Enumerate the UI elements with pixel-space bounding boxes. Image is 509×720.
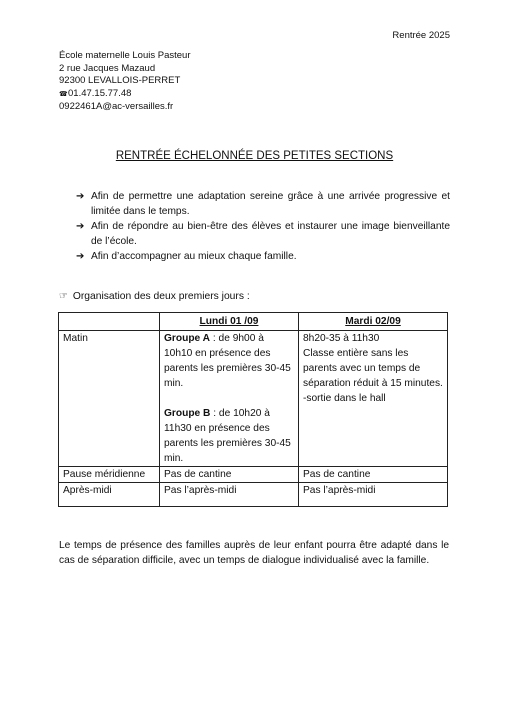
- row-label-pause: Pause méridienne: [59, 467, 160, 483]
- pointing-hand-icon: ☞: [59, 291, 68, 302]
- organisation-heading: [59, 291, 250, 302]
- phone-icon: ☎: [59, 90, 68, 98]
- header-cell-lundi: Lundi 01 /09: [160, 313, 299, 331]
- organisation-label: Organisation des deux premiers jours :: [72, 291, 250, 302]
- schedule-table: [58, 312, 448, 507]
- cell-matin-mardi: 8h20-35 à 11h30 Classe entière sans les parents avec un temps de séparation réduit à 15 minutes. -sortie dans le hall: [299, 331, 448, 467]
- list-item: [76, 189, 450, 219]
- table-header-row: [59, 313, 448, 331]
- family-presence-note: Le temps de présence des familles auprès de leur enfant pourra être adapté dans le cas de séparation difficile, avec un temps de dialogue individualisé avec la famille.: [59, 540, 449, 566]
- group-a-text: Groupe A : de 9h00 à 10h10 en présence des parents les premières 30-45 min.: [164, 333, 291, 389]
- arrow-right-icon: ➔: [76, 191, 85, 202]
- list-item-text: Afin d’accompagner au mieux chaque famille.: [91, 251, 297, 262]
- cell-apres-midi-mardi: Pas l’après-midi: [299, 483, 448, 507]
- list-item: [76, 249, 450, 264]
- cell-pause-lundi: Pas de cantine: [160, 467, 299, 483]
- list-item-text: Afin de permettre une adaptation sereine grâce à une arrivée progressive et limitée dans le temps.: [91, 191, 450, 217]
- group-b-text: Groupe B : de 10h20 à 11h30 en présence des parents les premières 30-45 min.: [164, 408, 291, 464]
- table-row: [59, 483, 448, 507]
- objectives-list: [76, 189, 450, 264]
- table-row: [59, 331, 448, 467]
- header-cell-mardi: Mardi 02/09: [299, 313, 448, 331]
- school-city: 92300 LEVALLOIS-PERRET: [59, 75, 181, 87]
- cell-apres-midi-lundi: Pas l’après-midi: [160, 483, 299, 507]
- cell-matin-lundi: [160, 331, 299, 467]
- row-label-apres-midi: Après-midi: [59, 483, 160, 507]
- school-phone-line: [59, 88, 191, 102]
- list-item-text: Afin de répondre au bien-être des élèves et instaurer une image bienveillante de l’école.: [91, 221, 450, 247]
- school-address-block: [59, 50, 191, 114]
- cell-pause-mardi: Pas de cantine: [299, 467, 448, 483]
- school-street: 2 rue Jacques Mazaud: [59, 62, 156, 74]
- table-row: [59, 467, 448, 483]
- school-phone: 01.47.15.77.48: [68, 87, 132, 99]
- arrow-right-icon: ➔: [76, 221, 85, 232]
- row-label-matin: Matin: [59, 331, 160, 467]
- arrow-right-icon: ➔: [76, 251, 85, 262]
- rentree-date-label: Rentrée 2025: [392, 30, 450, 41]
- school-email: 0922461A@ac-versailles.fr: [59, 101, 174, 113]
- school-name: École maternelle Louis Pasteur: [59, 50, 191, 61]
- header-cell-empty: [59, 313, 160, 331]
- page-title: RENTRÉE ÉCHELONNÉE DES PETITES SECTIONS: [115, 150, 394, 162]
- list-item: [76, 219, 450, 249]
